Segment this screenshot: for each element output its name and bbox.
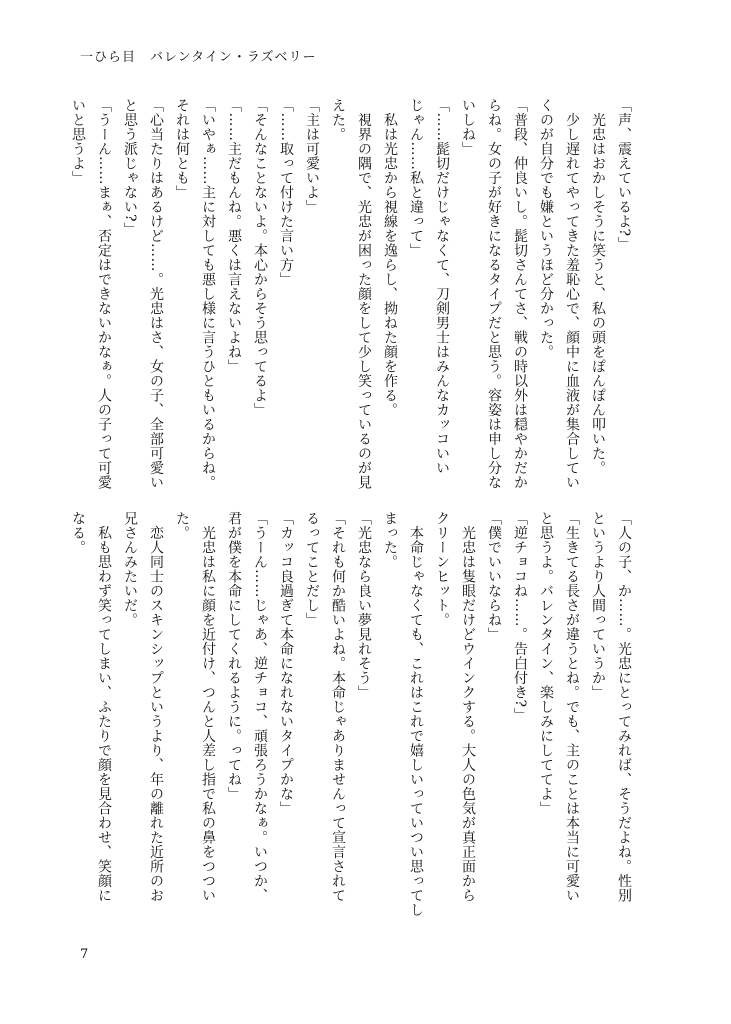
text-line: 光忠は隻眼だけどウインクする。大人の色気が真正面から bbox=[460, 511, 476, 903]
text-line: 視界の隅で、光忠が困った顔をして少し笑っているのが見 bbox=[356, 98, 372, 490]
text-line: えた。 bbox=[330, 98, 346, 142]
text-line: くのが自分でも嫌というほど分かった。 bbox=[538, 98, 554, 359]
text-line: 「うーん……まぁ、否定はできないかなぁ。人の子って可愛 bbox=[96, 98, 112, 490]
text-line: いしね」 bbox=[460, 98, 476, 156]
text-line: 「逆チョコね……。告白付き?」 bbox=[512, 511, 528, 723]
text-line: じゃん……私と違って」 bbox=[408, 98, 424, 258]
text-line: 「……主だもんね。悪くは言えないよね」 bbox=[226, 98, 242, 374]
text-line: 君が僕を本命にしてくれるように。ってね」 bbox=[226, 511, 242, 801]
text-line: 「声、震えているよ?」 bbox=[616, 98, 632, 252]
text-line: 「そんなことないよ。本心からそう思ってるよ」 bbox=[252, 98, 268, 417]
top-text-block bbox=[70, 98, 637, 498]
text-line: 少し遅れてやってきた羞恥心で、顔中に血液が集合してい bbox=[564, 98, 580, 490]
text-line: 「カッコ良過ぎて本命になれないタイプかな」 bbox=[278, 511, 294, 816]
text-line: というより人間っていうか」 bbox=[590, 511, 606, 700]
text-line: いと思うよ」 bbox=[70, 98, 86, 185]
text-line: た。 bbox=[174, 511, 190, 540]
text-line: 「生きてる長さが違うとね。でも、主のことは本当に可愛い bbox=[564, 511, 580, 903]
running-header: 一ひら目 バレンタイン・ラズベリー bbox=[80, 50, 317, 65]
text-line: 「光忠なら良い夢見れそう」 bbox=[356, 511, 372, 700]
text-line: 「それも何か酷いよね。本命じゃありませんって宣言されて bbox=[330, 511, 346, 903]
text-line: クリーンヒット。 bbox=[434, 511, 450, 627]
text-line: 「いやぁ……主に対しても悪し様に言うひともいるからね。 bbox=[200, 98, 216, 490]
page-number: 7 bbox=[80, 947, 89, 962]
text-line: るってことだし」 bbox=[304, 511, 320, 627]
text-line: 本命じゃなくても、これはこれで嬉しいっていつい思ってし bbox=[408, 511, 424, 917]
text-line: 私も思わず笑ってしまい、ふたりで顔を見合わせ、笑顔に bbox=[96, 511, 112, 903]
text-line: らね。女の子が好きになるタイプだと思う。容姿は申し分な bbox=[486, 98, 502, 490]
text-line: それは何とも」 bbox=[174, 98, 190, 200]
text-line: 「……髭切だけじゃなくて、刀剣男士はみんなカッコいい bbox=[434, 98, 450, 475]
bottom-text-block bbox=[70, 511, 637, 929]
text-line: 「主は可愛いよ」 bbox=[304, 98, 320, 214]
text-line: と思う派じゃない?」 bbox=[122, 98, 138, 237]
text-line: 「人の子、か……。光忠にとってみれば、そうだよね。性別 bbox=[616, 511, 632, 903]
text-line: なる。 bbox=[70, 511, 86, 555]
text-line: 「普段、仲良いし。髭切さんてさ、戦の時以外は穏やかだか bbox=[512, 98, 528, 490]
text-line: 「僕でいいならね」 bbox=[486, 511, 502, 642]
text-line: 光忠は私に顔を近付け、つんと人差し指で私の鼻をつつい bbox=[200, 511, 216, 903]
text-line: 「心当たりはあるけど……。光忠はさ、女の子、全部可愛い bbox=[148, 98, 164, 490]
text-line: 「……取って付けた言い方」 bbox=[278, 98, 294, 287]
text-line: 私は光忠から視線を逸らし、拗ねた顔を作る。 bbox=[382, 98, 398, 417]
text-line: まった。 bbox=[382, 511, 398, 569]
text-line: 兄さんみたいだ。 bbox=[122, 511, 138, 627]
text-line: 「うーん……じゃあ、逆チョコ、頑張ろうかなぁ。いつか、 bbox=[252, 511, 268, 903]
text-line: と思うよ。バレンタイン、楽しみにしててよ」 bbox=[538, 511, 554, 816]
text-line: 光忠はおかしそうに笑うと、私の頭をぽんぽん叩いた。 bbox=[590, 98, 606, 475]
text-line: 恋人同士のスキンシップというより、年の離れた近所のお bbox=[148, 511, 164, 903]
